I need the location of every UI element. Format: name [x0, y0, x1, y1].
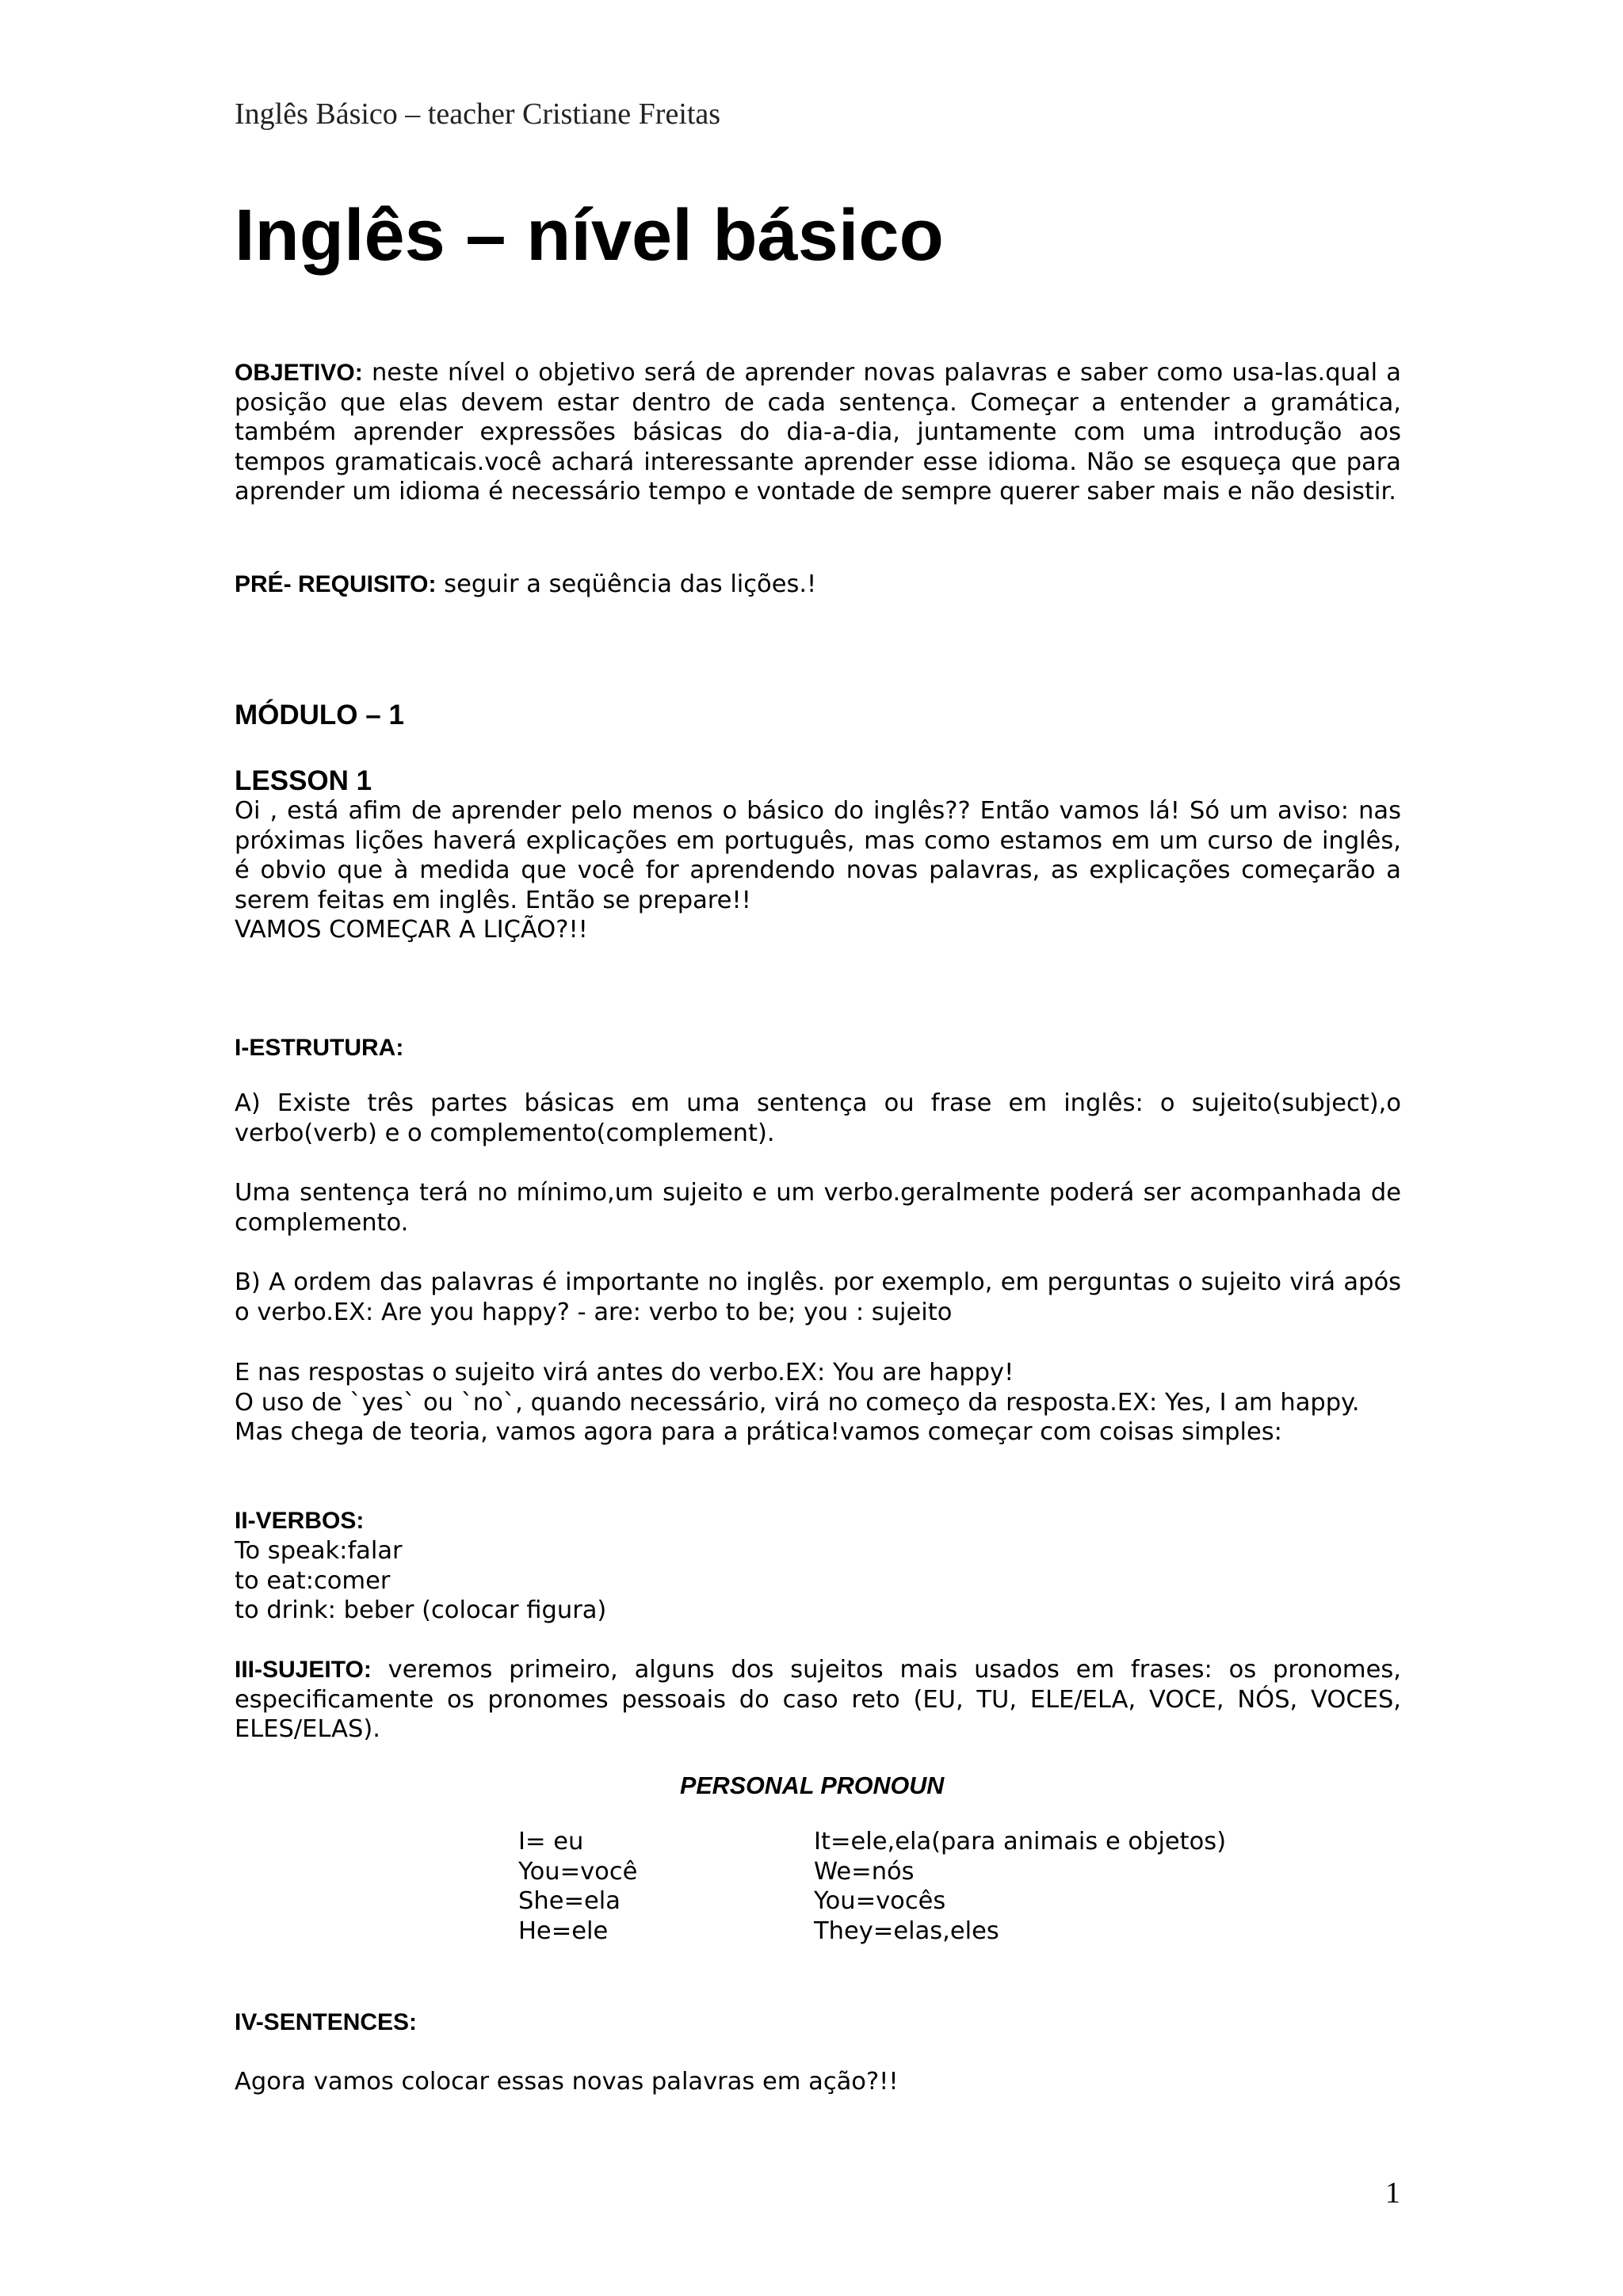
estrutura-respostas: E nas respostas o sujeito virá antes do verbo.EX: You are happy! [235, 1359, 1014, 1386]
estrutura-heading: I-ESTRUTURA: [235, 1035, 404, 1061]
estrutura-sentenca: Uma sentença terá no mínimo,um sujeito e um verbo.geralmente poderá ser acompanhada de complemento. [235, 1179, 1401, 1237]
estrutura-b: B) A ordem das palavras é importante no inglês. por exemplo, em perguntas o sujeito virá após o verbo.EX: Are you happy? - are: verbo to be; you : sujeito [235, 1268, 1401, 1326]
verbo-item: To speak:falar [235, 1537, 403, 1565]
objetivo-label: OBJETIVO: [235, 360, 363, 386]
estrutura-a: A) Existe três partes básicas em uma sentença ou frase em inglês: o sujeito(subject),o verbo(verb) e o complemento(complement). [235, 1089, 1401, 1147]
lesson-call: VAMOS COMEÇAR A LIÇÃO?!! [235, 916, 588, 944]
pronoun-item: You=você [518, 1857, 638, 1886]
sujeito-label: III-SUJEITO: [235, 1657, 372, 1683]
lesson-heading: LESSON 1 [235, 765, 372, 796]
verbos-list [235, 1536, 1401, 1626]
sujeito-paragraph [235, 1655, 1401, 1745]
sentences-text: Agora vamos colocar essas novas palavras em ação?!! [235, 2068, 899, 2096]
running-header: Inglês Básico – teacher Cristiane Freitas [235, 97, 721, 131]
modulo-heading: MÓDULO – 1 [235, 700, 404, 730]
prerequisito-label: PRÉ- REQUISITO: [235, 571, 437, 597]
pronoun-item: I= eu [518, 1828, 584, 1855]
pronoun-item: It=ele,ela(para animais e objetos) [814, 1828, 1227, 1855]
sentences-heading: IV-SENTENCES: [235, 2009, 418, 2035]
pronoun-item: They=elas,eles [814, 1917, 999, 1945]
pronoun-column-left [518, 1827, 637, 1946]
verbos-heading: II-VERBOS: [235, 1508, 365, 1534]
pronoun-item: We=nós [814, 1857, 915, 1886]
objetivo-text: neste nível o objetivo será de aprender novas palavras e saber como usa-las.qual a posição que elas devem estar dentro de cada sentença. Começar a entender a gramática, também aprender expressões básicas do dia-a-dia, juntamente com uma introdução aos tempos gramaticais.você achará interessante aprender esse idioma. Não se esqueça que para aprender um idioma é necessário tempo e vontade de sempre querer saber mais e não desistir. [235, 359, 1401, 505]
verbo-item: to eat:comer [235, 1566, 391, 1595]
estrutura-block [235, 1358, 1401, 1447]
pronoun-item: He=ele [518, 1917, 609, 1945]
pronoun-item: You=vocês [814, 1887, 946, 1915]
prerequisito-text: seguir a seqüência das lições.! [436, 570, 817, 598]
estrutura-pratica: Mas chega de teoria, vamos agora para a prática!vamos começar com coisas simples: [235, 1418, 1282, 1446]
page-title: Inglês – nível básico [235, 195, 944, 276]
objetivo-paragraph [235, 358, 1401, 507]
pronoun-item: She=ela [518, 1887, 621, 1915]
verbo-item: to drink: beber (colocar figura) [235, 1596, 607, 1624]
pronoun-column-right [814, 1827, 1226, 1946]
estrutura-uso: O uso de `yes` ou `no`, quando necessário, virá no começo da resposta.EX: Yes, I am happy. [235, 1388, 1360, 1417]
page-number: 1 [1385, 2176, 1400, 2210]
sujeito-text: veremos primeiro, alguns dos sujeitos mais usados em frases: os pronomes, especificamente os pronomes pessoais do caso reto (EU, TU, ELE/ELA, VOCE, NÓS, VOCES, ELES/ELAS). [235, 1656, 1401, 1743]
lesson-paragraph [235, 796, 1401, 945]
personal-pronoun-title: PERSONAL PRONOUN [680, 1772, 945, 1799]
lesson-text: Oi , está afim de aprender pelo menos o básico do inglês?? Então vamos lá! Só um aviso: nas próximas lições haverá explicações em português, mas como estamos em um curso de inglês, é obvio que à medida que você for aprendendo novas palavras, as explicações começarão a serem feitas em inglês. Então se prepare!! [235, 797, 1401, 914]
prerequisito-paragraph [235, 570, 1401, 600]
